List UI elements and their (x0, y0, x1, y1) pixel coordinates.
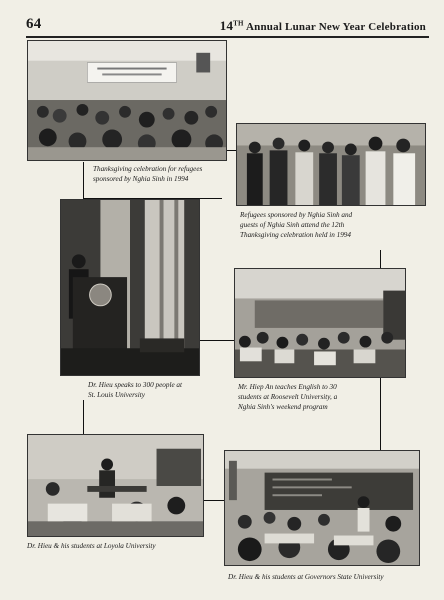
caption-line: St. Louis University (88, 391, 145, 399)
header-ordinal: 14 (219, 18, 234, 33)
caption-photo-4 (238, 382, 337, 412)
page-number: 64 (26, 16, 42, 32)
photo-loyola-class (27, 434, 204, 537)
photo-governors-state-class (224, 450, 420, 566)
caption-line: Dr. Hieu & his students at Governors State University (228, 573, 384, 581)
caption-line: Dr. Hieu & his students at Loyola University (27, 542, 156, 550)
caption-line: Dr. Hieu speaks to 300 people at (88, 381, 183, 389)
caption-photo-6 (228, 572, 384, 582)
header-ordinal-suffix: TH (233, 19, 244, 28)
header-title: Annual Lunar New Year Celebration (243, 21, 426, 33)
caption-photo-2 (240, 210, 352, 240)
header-rule (26, 36, 429, 38)
photo-thanksgiving-hall (27, 40, 227, 161)
caption-line: guests of Nghia Sinh attend the 12th (240, 221, 345, 229)
caption-line: Thanksgiving celebration held in 1994 (240, 231, 351, 239)
caption-line: Nghia Sinh's weekend program (238, 403, 328, 411)
connector-line (83, 162, 84, 198)
caption-line: Mr. Hiep An teaches English to 30 (238, 383, 337, 391)
caption-line: Refugees sponsored by Nghia Sinh and (240, 211, 353, 219)
caption-photo-1 (93, 164, 202, 184)
caption-photo-5 (27, 541, 156, 551)
caption-line: sponsored by Nghia Sinh in 1994 (93, 175, 189, 183)
caption-line: Thanksgiving celebration for refugees (93, 165, 203, 173)
caption-photo-3 (88, 380, 182, 400)
caption-line: students at Roosevelt University, a (238, 393, 338, 401)
photo-refugees-guests (236, 123, 426, 206)
connector-line (204, 500, 224, 501)
photo-dr-hieu-podium (60, 199, 200, 376)
running-header (220, 18, 426, 34)
connector-line (83, 400, 84, 434)
connector-line (380, 378, 381, 450)
connector-line (200, 340, 234, 341)
photo-english-class (234, 268, 406, 378)
connector-line (380, 250, 381, 270)
